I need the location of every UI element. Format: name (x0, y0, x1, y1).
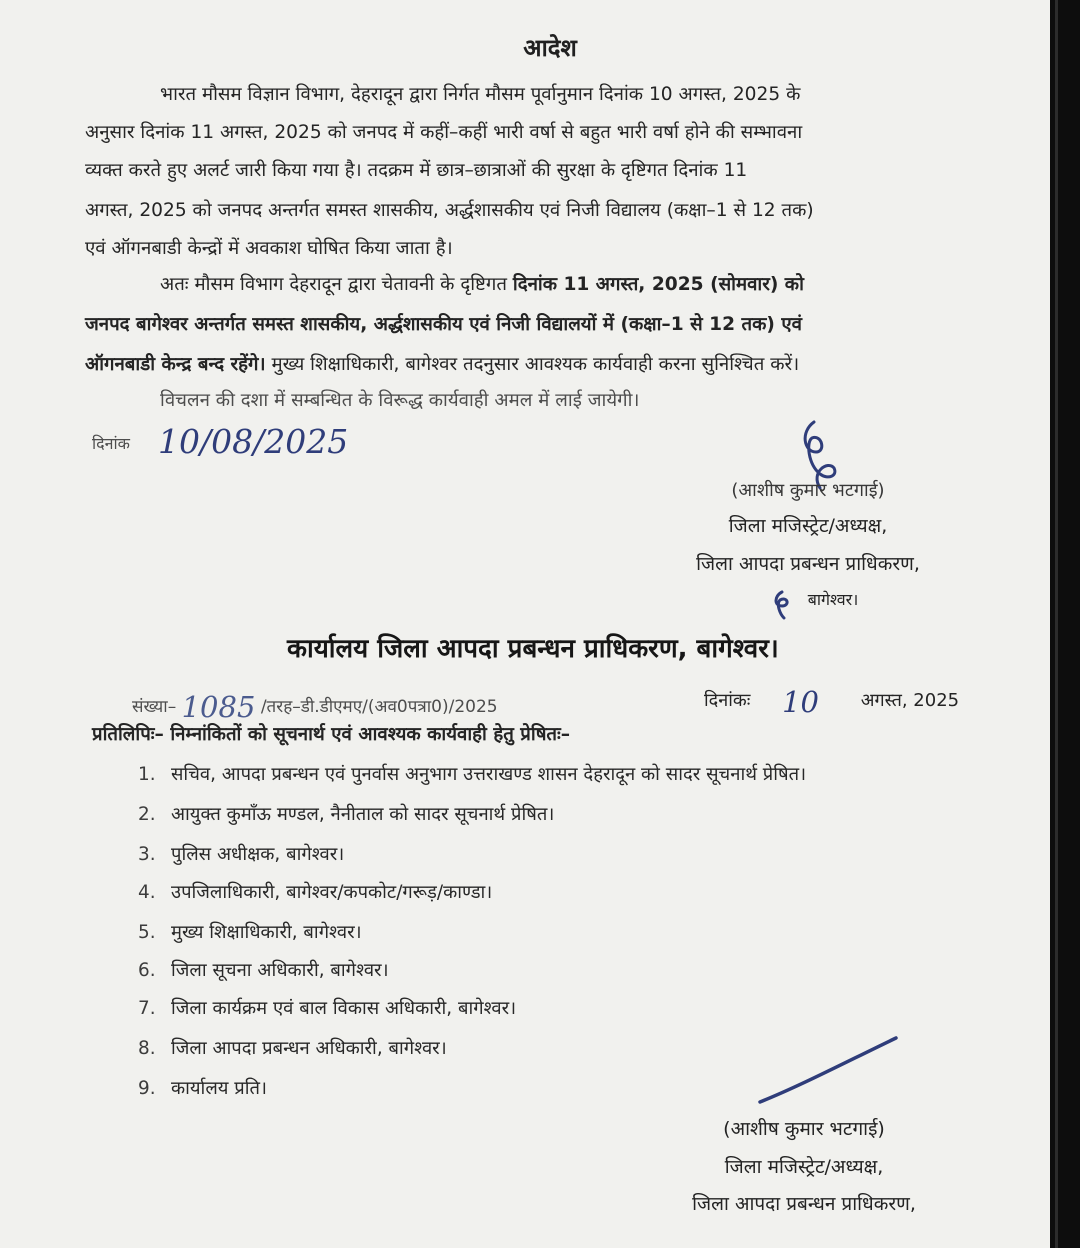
body-line-4: अगस्त, 2025 को जनपद अन्तर्गत समस्त शासकीय, अर्द्धशासकीय एवं निजी विद्यालय (कक्षा–1 से 12 तक) (85, 200, 814, 221)
handwritten-reference-number: 1085 (181, 690, 256, 724)
signatory-name: (आशीष कुमार भटगाई) (731, 480, 885, 501)
document-title: आदेश (523, 34, 577, 62)
signatory-authority: जिला आपदा प्रबन्धन प्राधिकरण, (696, 553, 920, 575)
signatory-place: बागेश्वर। (807, 590, 859, 609)
office-heading: कार्यालय जिला आपदा प्रबन्धन प्राधिकरण, बागेश्वर। (287, 634, 779, 664)
signature-block-1 (658, 482, 958, 608)
signatory-designation: जिला मजिस्ट्रेट/अध्यक्ष, (728, 515, 888, 537)
office-date-line (704, 682, 960, 719)
order-line-1-normal: अतः मौसम विभाग देहरादून द्वारा चेतावनी के दृष्टिगत (160, 274, 507, 295)
reference-label: संख्या– (132, 697, 177, 717)
reference-rest: /तरह–डी.डीएमए/(अव0पत्रा0)/2025 (260, 697, 498, 717)
copy-item-9: 9. कार्यालय प्रति। (138, 1078, 267, 1099)
order-line-1-bold: दिनांक 11 अगस्त, 2025 (सोमवार) को (512, 274, 804, 295)
order-line-3-normal: मुख्य शिक्षाधिकारी, बागेश्वर तदनुसार आवश्यक कार्यवाही करना सुनिश्चित करें। (271, 354, 800, 375)
photo-dark-edge (1050, 0, 1080, 1248)
copy-item-5: 5. मुख्य शिक्षाधिकारी, बागेश्वर। (138, 922, 362, 943)
office-date-rest: अगस्त, 2025 (860, 690, 960, 711)
warning-line: विचलन की दशा में सम्बन्धित के विरूद्ध कार्यवाही अमल में लाई जायेगी। (160, 390, 640, 411)
signature-block-2 (654, 1120, 954, 1214)
signatory-2-authority: जिला आपदा प्रबन्धन प्राधिकरण, (692, 1193, 916, 1215)
copy-item-3: 3. पुलिस अधीक्षक, बागेश्वर। (138, 844, 345, 865)
signatory-2-designation: जिला मजिस्ट्रेट/अध्यक्ष, (724, 1156, 884, 1178)
body-line-3: व्यक्त करते हुए अलर्ट जारी किया गया है। तदक्रम में छात्र–छात्राओं की सुरक्षा के दृष्टिगत दिनांक 11 (85, 160, 748, 181)
copy-item-4: 4. उपजिलाधिकारी, बागेश्वर/कपकोट/गरूड़/काण्डा। (138, 882, 493, 903)
copy-heading: प्रतिलिपिः– निम्नांकितों को सूचनार्थ एवं आवश्यक कार्यवाही हेतु प्रेषितः– (92, 724, 571, 745)
body-line-1: भारत मौसम विज्ञान विभाग, देहरादून द्वारा निर्गत मौसम पूर्वानुमान दिनांक 10 अगस्त, 2025 के (160, 84, 801, 105)
signatory-2-name: (आशीष कुमार भटगाई) (723, 1118, 885, 1140)
order-line-3 (85, 356, 799, 375)
signature-mark-2 (754, 1032, 904, 1108)
office-date-label: दिनांकः (704, 690, 751, 711)
copy-item-8: 8. जिला आपदा प्रबन्धन अधिकारी, बागेश्वर। (138, 1038, 447, 1059)
copy-item-6: 6. जिला सूचना अधिकारी, बागेश्वर। (138, 960, 389, 981)
copy-item-7: 7. जिला कार्यक्रम एवं बाल विकास अधिकारी, बागेश्वर। (138, 998, 517, 1019)
body-line-2: अनुसार दिनांक 11 अगस्त, 2025 को जनपद में कहीं–कहीं भारी वर्षा से बहुत भारी वर्षा होने की सम्भावना (85, 122, 803, 143)
reference-line (132, 688, 498, 724)
handwritten-day: 10 (782, 685, 819, 719)
copy-item-2: 2. आयुक्त कुमाँऊ मण्डल, नैनीताल को सादर सूचनार्थ प्रेषित। (138, 804, 555, 825)
order-line-3-bold: ऑगनबाडी केन्द्र बन्द रहेंगे। (85, 354, 266, 375)
initial-mark (770, 590, 794, 620)
copy-item-1: 1. सचिव, आपदा प्रबन्धन एवं पुनर्वास अनुभाग उत्तराखण्ड शासन देहरादून को सादर सूचनार्थ प्रेषित। (138, 764, 807, 785)
body-line-5: एवं ऑगनबाडी केन्द्रों में अवकाश घोषित किया जाता है। (85, 238, 453, 259)
order-line-1 (160, 276, 804, 295)
date-label: दिनांक (92, 434, 130, 453)
handwritten-date: 10/08/2025 (158, 422, 349, 461)
order-line-2: जनपद बागेश्वर अन्तर्गत समस्त शासकीय, अर्द्धशासकीय एवं निजी विद्यालयों में (कक्षा–1 से 12 तक) एवं (85, 314, 802, 335)
